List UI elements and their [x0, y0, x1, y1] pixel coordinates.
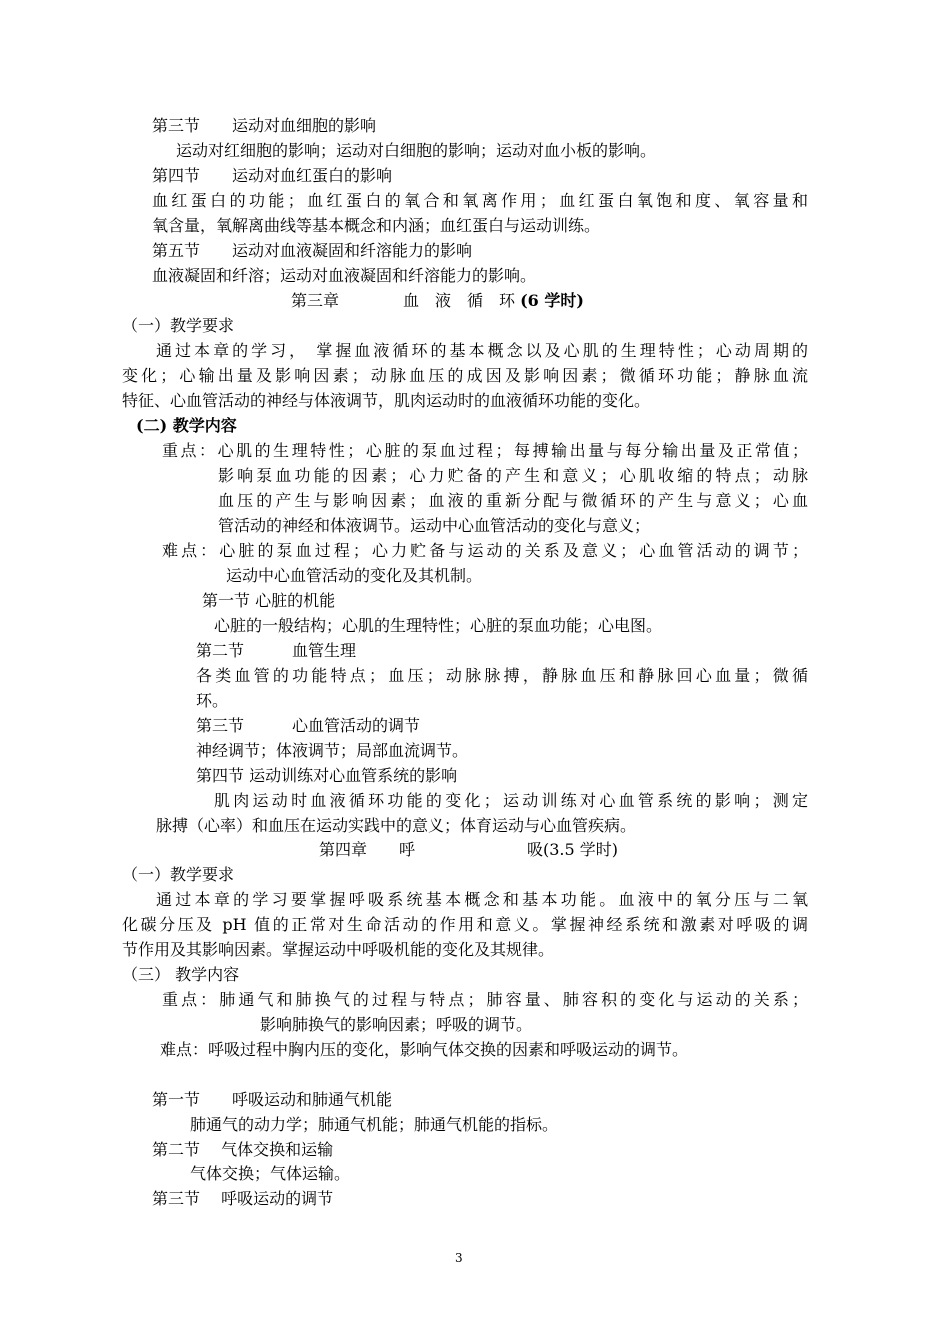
section-title: 第三节 心血管活动的调节 — [196, 716, 421, 735]
difficult-points: 难点：呼吸过程中胸内压的变化，影响气体交换的因素和呼吸运动的调节。 — [160, 1040, 689, 1059]
section-title: 第一节 心脏的机能 — [202, 591, 336, 610]
subsection-heading: (二) 教学内容 — [136, 416, 237, 435]
paragraph-line: 通过本章的学习要掌握呼吸系统基本概念和基本功能。血液中的氧分压与二氧 — [156, 890, 808, 909]
chapter-title-text: 第三章 血 液 循 环 — [291, 291, 521, 310]
subsection-heading: （三） 教学内容 — [122, 965, 240, 984]
section-body: 肌肉运动时血液循环功能的变化；运动训练对心血管系统的影响；测定 — [214, 791, 808, 810]
chapter-title: 第四章 呼 吸(3.5 学时) — [319, 840, 619, 859]
difficult-points: 难点：心脏的泵血过程；心力贮备与运动的关系及意义；心血管活动的调节； — [162, 541, 808, 560]
section-title: 第四节 运动对血红蛋白的影响 — [152, 166, 393, 185]
key-points: 管活动的神经和体液调节。运动中心血管活动的变化与意义； — [218, 516, 651, 535]
page-number: 3 — [455, 1251, 463, 1265]
subsection-heading: （一）教学要求 — [122, 316, 235, 335]
section-body: 气体交换；气体运输。 — [190, 1164, 351, 1183]
section-title: 第一节 呼吸运动和肺通气机能 — [152, 1090, 393, 1109]
key-points: 重点：肺通气和肺换气的过程与特点；肺容量、肺容积的变化与运动的关系； — [162, 990, 808, 1009]
section-title: 第三节 运动对血细胞的影响 — [152, 116, 377, 135]
section-body: 神经调节；体液调节；局部血流调节。 — [196, 741, 469, 760]
section-title: 第二节 气体交换和运输 — [152, 1140, 334, 1159]
subsection-heading: （一）教学要求 — [122, 865, 235, 884]
section-body: 氧含量，氧解离曲线等基本概念和内涵；血红蛋白与运动训练。 — [152, 216, 601, 235]
paragraph-line: 节作用及其影响因素。掌握运动中呼吸机能的变化及其规律。 — [122, 940, 555, 959]
paragraph-line: 化碳分压及 pH 值的正常对生命活动的作用和意义。掌握神经系统和激素对呼吸的调 — [122, 915, 808, 934]
section-body: 血液凝固和纤溶；运动对血液凝固和纤溶能力的影响。 — [152, 266, 537, 285]
section-title: 第五节 运动对血液凝固和纤溶能力的影响 — [152, 241, 473, 260]
paragraph-line: 通过本章的学习， 掌握血液循环的基本概念以及心肌的生理特性；心动周期的 — [156, 341, 808, 360]
section-body: 环。 — [196, 691, 229, 710]
section-body: 肺通气的动力学；肺通气机能；肺通气机能的指标。 — [190, 1115, 559, 1134]
section-body: 运动对红细胞的影响；运动对白细胞的影响；运动对血小板的影响。 — [176, 141, 657, 160]
key-points: 血压的产生与影响因素；血液的重新分配与微循环的产生与意义；心血 — [218, 491, 808, 510]
section-title: 第二节 血管生理 — [196, 641, 357, 660]
section-body: 各类血管的功能特点；血压；动脉脉搏，静脉血压和静脉回心血量；微循 — [196, 666, 808, 685]
key-points: 影响泵血功能的因素；心力贮备的产生和意义；心肌收缩的特点；动脉 — [218, 466, 808, 485]
key-points: 影响肺换气的影响因素；呼吸的调节。 — [260, 1015, 533, 1034]
section-body: 血红蛋白的功能；血红蛋白的氧合和氧离作用；血红蛋白氧饱和度、氧容量和 — [152, 191, 808, 210]
section-title: 第三节 呼吸运动的调节 — [152, 1189, 334, 1208]
key-points: 重点：心肌的生理特性；心脏的泵血过程；每搏输出量与每分输出量及正常值； — [162, 441, 808, 460]
paragraph-line: 特征、心血管活动的神经与体液调节，肌肉运动时的血液循环功能的变化。 — [122, 391, 651, 410]
section-body: 心脏的一般结构；心肌的生理特性；心脏的泵血功能；心电图。 — [214, 616, 663, 635]
difficult-points: 运动中心血管活动的变化及其机制。 — [226, 566, 483, 585]
section-body: 脉搏（心率）和血压在运动实践中的意义；体育运动与心血管疾病。 — [156, 816, 637, 835]
chapter-hours: (6 学时) — [520, 291, 584, 310]
paragraph-line: 变化；心输出量及影响因素；动脉血压的成因及影响因素；微循环功能；静脉血流 — [122, 366, 808, 385]
section-title: 第四节 运动训练对心血管系统的影响 — [196, 766, 458, 785]
chapter-title — [291, 289, 584, 313]
